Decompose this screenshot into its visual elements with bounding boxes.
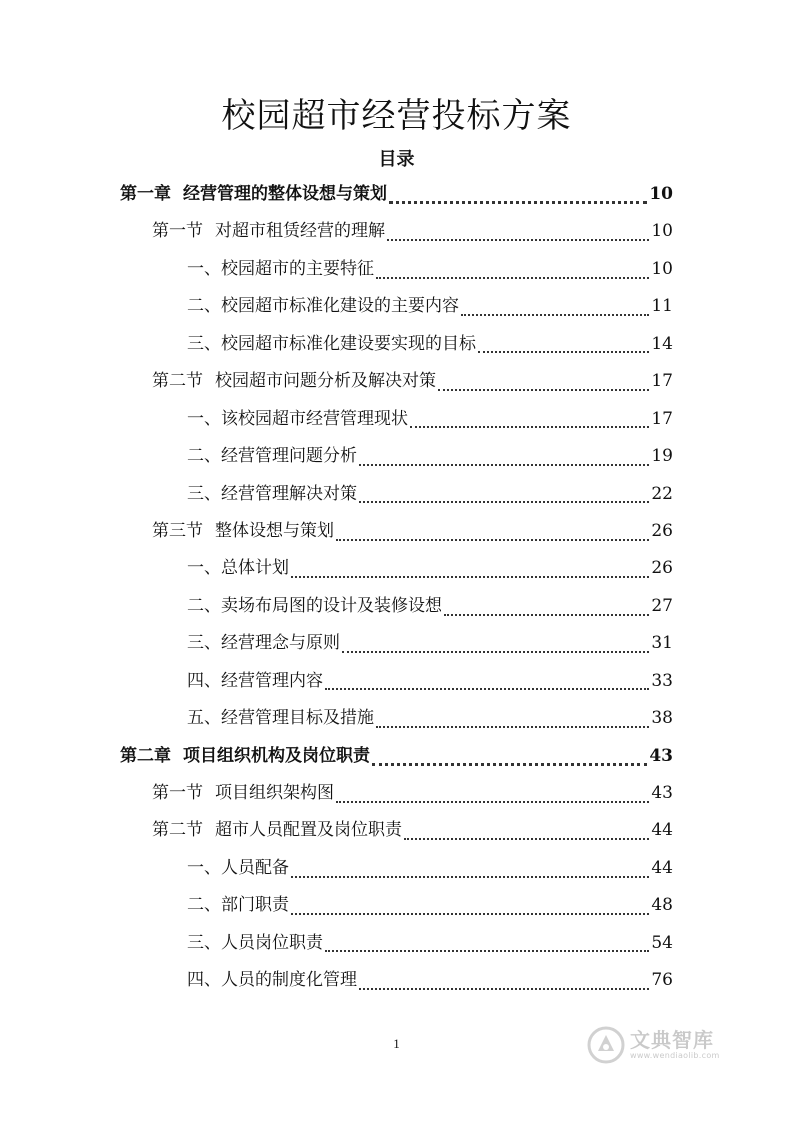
- toc-entry-number: 第一节: [152, 221, 203, 242]
- toc-page-number: 10: [649, 184, 673, 204]
- toc-page-number: 76: [651, 970, 673, 991]
- toc-dot-leader: [291, 876, 649, 878]
- toc-page-number: 38: [651, 708, 673, 729]
- toc-entry-title: 项目组织架构图: [215, 783, 334, 803]
- toc-dot-leader: [438, 389, 649, 391]
- toc-page-number: 26: [651, 558, 673, 579]
- toc-entry[interactable]: [0, 326, 793, 363]
- table-of-contents: [0, 176, 793, 1000]
- toc-entry[interactable]: [0, 663, 793, 700]
- toc-page-number: 44: [651, 857, 673, 878]
- toc-dot-leader: [336, 539, 649, 541]
- toc-page-number: 44: [651, 820, 673, 841]
- toc-dot-leader: [325, 688, 649, 690]
- toc-entry[interactable]: [0, 887, 793, 924]
- toc-entry-title: 项目组织机构及岗位职责: [183, 745, 370, 766]
- watermark-logo-icon: [586, 1025, 626, 1065]
- toc-entry[interactable]: [0, 588, 793, 625]
- toc-dot-leader: [444, 614, 649, 616]
- toc-page-number: 10: [651, 258, 673, 279]
- watermark-url: www.wendiaolib.com: [630, 1051, 720, 1060]
- toc-entry-title: 二、部门职责: [187, 895, 289, 916]
- toc-page-number: 19: [651, 446, 673, 467]
- toc-dot-leader: [359, 988, 649, 990]
- toc-page-number: 54: [651, 932, 673, 953]
- toc-dot-leader: [478, 351, 649, 353]
- toc-dot-leader: [404, 838, 649, 840]
- document-title: 校园超市经营投标方案: [221, 96, 572, 136]
- toc-entry-title: 整体设想与策划: [215, 520, 334, 541]
- toc-dot-leader: [372, 763, 647, 766]
- toc-dot-leader: [291, 576, 649, 578]
- watermark-brand: 文典智库: [630, 1028, 714, 1052]
- toc-entry-title: 三、人员岗位职责: [187, 932, 323, 953]
- toc-dot-leader: [342, 651, 649, 653]
- toc-dot-leader: [410, 426, 649, 428]
- watermark: [586, 1022, 756, 1068]
- toc-dot-leader: [387, 239, 649, 241]
- toc-entry[interactable]: [0, 550, 793, 587]
- toc-page-number: 10: [651, 221, 673, 242]
- toc-dot-leader: [336, 801, 649, 803]
- toc-page-number: 48: [651, 895, 673, 916]
- toc-dot-leader: [359, 501, 649, 503]
- toc-entry[interactable]: [0, 401, 793, 438]
- toc-entry-number: 第二章: [120, 745, 171, 766]
- toc-entry[interactable]: [0, 476, 793, 513]
- toc-dot-leader: [389, 201, 647, 204]
- toc-entry-title: 二、经营管理问题分析: [187, 446, 357, 467]
- page-number: 1: [393, 1036, 400, 1051]
- toc-entry[interactable]: [0, 625, 793, 662]
- toc-entry-title: 校园超市问题分析及解决对策: [215, 371, 436, 392]
- toc-entry-number: 第一节: [152, 783, 203, 803]
- toc-entry-number: 第二节: [152, 820, 203, 841]
- toc-entry-title: 三、校园超市标准化建设要实现的目标: [187, 333, 476, 354]
- toc-page-number: 43: [651, 783, 673, 803]
- toc-page-number: 33: [651, 670, 673, 691]
- toc-entry-number: 第二节: [152, 371, 203, 392]
- toc-entry[interactable]: [0, 962, 793, 999]
- toc-entry[interactable]: [0, 925, 793, 962]
- toc-page-number: 14: [651, 333, 673, 354]
- toc-entry-title: 一、该校园超市经营管理现状: [187, 408, 408, 429]
- toc-entry-title: 四、人员的制度化管理: [187, 970, 357, 991]
- toc-entry[interactable]: [0, 775, 793, 812]
- toc-entry-title: 一、总体计划: [187, 558, 289, 579]
- toc-entry[interactable]: [0, 438, 793, 475]
- toc-entry-title: 经营管理的整体设想与策划: [183, 184, 387, 204]
- toc-entry-title: 三、经营理念与原则: [187, 633, 340, 654]
- toc-entry-title: 一、校园超市的主要特征: [187, 258, 374, 279]
- toc-entry-title: 四、经营管理内容: [187, 670, 323, 691]
- toc-heading: 目录: [378, 149, 415, 170]
- toc-page-number: 22: [651, 483, 673, 504]
- watermark-text: [630, 1029, 720, 1061]
- toc-entry[interactable]: [0, 288, 793, 325]
- toc-page-number: 26: [651, 520, 673, 541]
- toc-dot-leader: [461, 314, 649, 316]
- toc-entry[interactable]: [0, 700, 793, 737]
- toc-entry[interactable]: [0, 251, 793, 288]
- toc-page-number: 11: [651, 296, 673, 317]
- toc-dot-leader: [376, 277, 649, 279]
- toc-entry-title: 超市人员配置及岗位职责: [215, 820, 402, 841]
- toc-entry[interactable]: [0, 176, 793, 213]
- toc-entry[interactable]: [0, 812, 793, 849]
- toc-entry-title: 一、人员配备: [187, 857, 289, 878]
- toc-entry[interactable]: [0, 738, 793, 775]
- toc-entry-title: 五、经营管理目标及措施: [187, 708, 374, 729]
- toc-dot-leader: [325, 950, 649, 952]
- toc-entry-title: 对超市租赁经营的理解: [215, 221, 385, 242]
- toc-page-number: 17: [651, 371, 673, 392]
- toc-dot-leader: [359, 464, 649, 466]
- toc-entry-title: 二、校园超市标准化建设的主要内容: [187, 296, 459, 317]
- toc-entry-title: 三、经营管理解决对策: [187, 483, 357, 504]
- toc-page-number: 27: [651, 595, 673, 616]
- toc-dot-leader: [291, 913, 649, 915]
- toc-entry[interactable]: [0, 850, 793, 887]
- toc-entry-number: 第三节: [152, 520, 203, 541]
- toc-entry-title: 二、卖场布局图的设计及装修设想: [187, 595, 442, 616]
- toc-page-number: 17: [651, 408, 673, 429]
- toc-entry[interactable]: [0, 213, 793, 250]
- toc-page-number: 43: [649, 745, 673, 766]
- toc-page-number: 31: [651, 633, 673, 654]
- toc-dot-leader: [376, 726, 649, 728]
- toc-entry[interactable]: [0, 363, 793, 400]
- toc-entry-number: 第一章: [120, 184, 171, 204]
- toc-entry[interactable]: [0, 513, 793, 550]
